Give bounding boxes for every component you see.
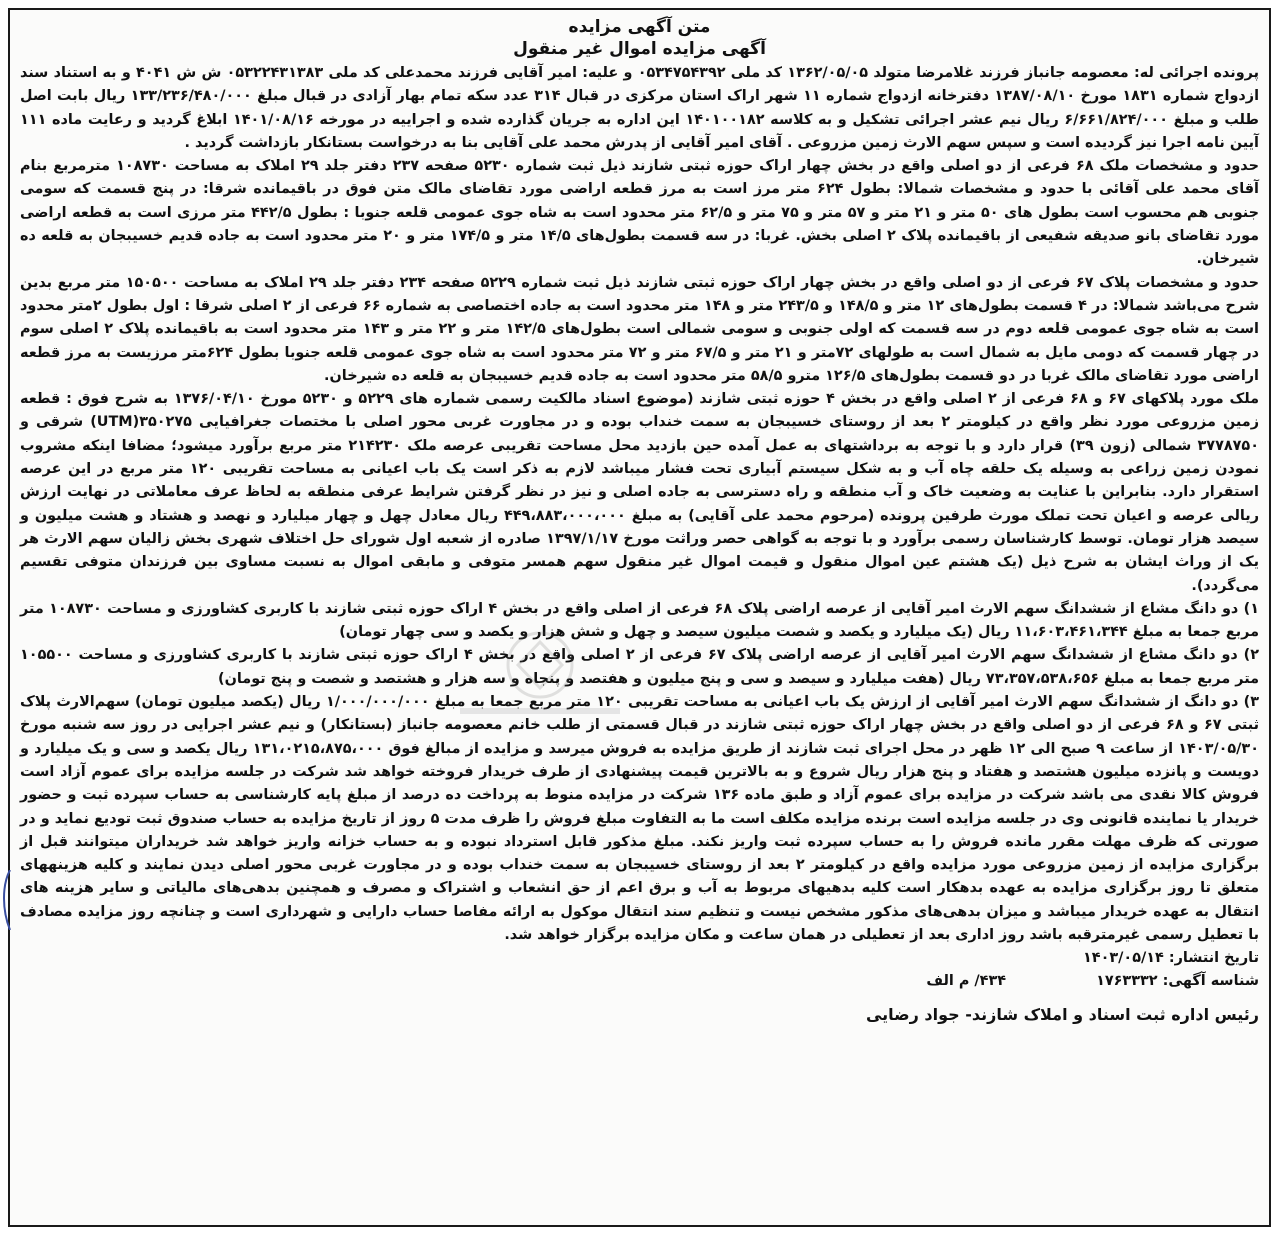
case-paragraph: پرونده اجرائی له: معصومه جانباز فرزند غلامرضا متولد ۱۳۶۲/۰۵/۰۵ کد ملی ۰۵۳۴۷۵۴۳۹۲ و علیه: امیر آقایی فرزند محمدعلی کد ملی ۰۵۳۲۲۴۳۱۳۸۳ ش ش ۴۰۴۱ و به استناد سند ازدواج شماره ۱۸۳۱ مورخ ۱۳۸۷/۰۸/۱۰ دفترخانه ازدواج شماره ۱۱ شهر اراک استان مرکزی در قبال ۳۱۴ عدد سکه تمام بهار آزادی در قبال مبلغ ۱۳۳/۲۳۶/۴۸۰/۰۰۰ ریال بابت اصل طلب و مبلغ ۶/۶۶۱/۸۲۴/۰۰۰ ریال نیم عشر اجرائی تشکیل و به کلاسه ۱۴۰۱۰۰۱۸۲ این اداره به جریان گذارده شده و اجراییه در مورخه ۱۴۰۱/۰۸/۱۶ ابلاغ گردید و رعایت ماده ۱۱۱ آیین نامه اجرا نیز گردیده است و سپس سهم الارث زمین مزروعی . آقای امیر آقایی از پدرش محمد علی آقایی بنا به درخواست بستانکار بازداشت گردید .	[20, 65, 1260, 151]
notice-title: متن آگهی مزایده	[568, 17, 711, 37]
share-item-2: ۲) دو دانگ مشاع از ششدانگ سهم الارث امیر آقایی از عرصه اراضی پلاک ۶۷ فرعی از ۲ اصلی واقع در بخش ۴ اراک حوزه ثبتی شازند با کاربری کشاورزی و مساحت ۱۰۵۵۰۰ متر مربع جمعا به مبلغ ۷۳،۳۵۷،۵۳۸،۶۵۶ ریال (هفت میلیارد و سیصد و سی و پنج میلیون و هفتصد و پنجاه و سه هزار و هشتصد و شصت و پنج تومان)	[20, 647, 1259, 687]
notice-subtitle: آگهی مزایده اموال غیر منقول	[513, 39, 766, 59]
notice-content	[10, 10, 1269, 1225]
signature: رئیس اداره ثبت اسناد و املاک شازند- جواد رضایی	[865, 1005, 1259, 1025]
notice-ref: ۴۳۴/ م الف	[926, 973, 1007, 990]
publish-date-row	[20, 947, 1259, 970]
property-description: ملک مورد پلاکهای ۶۷ و ۶۸ فرعی از ۲ اصلی واقع در بخش ۴ حوزه ثبتی شازند (موضوع اسناد مالکیت رسمی شماره های ۵۲۲۹ و ۵۲۳۰ مورخ ۱۳۷۶/۰۴/۱۰ به شرح فوق : قطعه زمین مزروعی مورد نظر واقع در کیلومتر ۲ بعد از روستای خسیبجان به سمت خنداب بوده و در مجاورت غربی محور اصلی با مختصات جغرافیایی ۳۵۰۲۷۵(UTM) شرقی و ۳۷۷۸۷۵۰ شمالی (زون ۳۹) قرار دارد و با توجه به برداشتهای به عمل آمده حین بازدید محل مساحت تقریبی عرصه ملک ۲۱۴۲۳۰ متر مربع برآورد میشود؛ مضافا اینکه مشروب نمودن زمین زراعی به وسیله یک حلقه چاه آب و به شکل سیستم آبیاری تحت فشار میباشد لازم به ذکر است یک باب اعیانی به مساحت تقریبی ۱۲۰ متر مربع در این عرصه استقرار دارد. بنابراین با عنایت به وضعیت خاک و آب منطقه و راه دسترسی به جاده اصلی و نیز در نظر گرفتن شرایط عرفی منطقه به لحاظ عرف معاملاتی در نهایت ارزش ریالی عرصه و اعیان تحت تملک مورث طرفین پرونده (مرحوم محمد علی آقایی) به مبلغ ۴۴۹،۸۸۳،۰۰۰،۰۰۰ ریال معادل چهل و چهار میلیارد و نهصد و هشتاد و هشت میلیون و سیصد هزار تومان. توسط کارشناسان رسمی برآورد و با توجه به گواهی حصر وراثت مورخ ۱۳۹۷/۱/۱۷ صادره از شعبه اول شورای حل اختلاف شهری بخش زالیان سهم الارث هر یک از وراث ایشان به شرح ذیل (یک هشتم عین اموال منقول و قیمت اموال غیر منقول سهم همسر متوفی و مابقی اموال به نسبت مساوی بین فرزندان متوفی تقسیم می‌گردد).	[20, 391, 1260, 594]
notice-id-value: ۱۷۶۳۳۳۲	[1096, 973, 1158, 990]
notice-frame	[8, 8, 1271, 1227]
publish-date-value: ۱۴۰۳/۰۵/۱۴	[1083, 950, 1164, 967]
share-item-3: ۳) دو دانگ از ششدانگ سهم الارث امیر آقایی از ارزش یک باب اعیانی به مساحت تقریبی ۱۲۰ متر مربع جمعا به مبلغ ۱/۰۰۰/۰۰۰/۰۰۰ ریال (یکصد میلیون تومان) سهم‌الارث پلاک ثبتی ۶۷ و ۶۸ فرعی از دو اصلی واقع در بخش چهار اراک حوزه ثبتی شازند در قبال قسمتی از طلب خانم معصومه جانباز (بستانکار) و نیم عشر اجرایی در روز سه شنبه مورخ ۱۴۰۳/۰۵/۳۰ از ساعت ۹ صبح الی ۱۲ ظهر در محل اجرای ثبت شازند از طریق مزایده به فروش میرسد و مزایده از مبالغ فوق ۱۳۱،۰۲۱۵،۸۷۵،۰۰۰ ریال یکصد و سی و یک میلیارد و دویست و پانزده میلیون هشتصد و هفتاد و پنج هزار ریال شروع و به بالاترین قیمت پیشنهادی از طرف خریدار فروخته خواهد شد شرکت در جلسه مزایده برای عموم آزاد است فروش کالا نقدی می باشد شرکت در مزایده برای عموم آزاد و طبق ماده ۱۳۶ شرکت در مزایده منوط به پرداخت ده درصد از مبلغ پایه کارشناسی به حساب سپرده ثبت و حضور خریدار یا نماینده قانونی وی در جلسه مزایده است برنده مزایده مکلف است ما به التفاوت مبلغ فروش را ظرف مدت ۵ روز از تاریخ مزایده به حساب صندوق ثبت تودیع نماید و در صورتی که ظرف مهلت مقرر مانده فروش را به حساب سپرده ثبت واریز نکند. مبلغ مذکور قابل استرداد نبوده و به حساب خزانه واریز خواهد شد خریداران میتوانند قبل از برگزاری مزایده از زمین مزروعی مورد مزایده واقع در کیلومتر ۲ بعد از روستای خسیبجان به سمت خنداب بوده و در مجاورت غربی محور اصلی دیدن نمایند و کلیه هزینههای متعلق تا روز برگزاری مزایده به عهده بدهکار است کلیه بدهیهای مربوط به آب و برق اعم از حق انشعاب و اشتراک و مصرف و همچنین بدهی‌های مالیاتی و سایر هزینه های انتقال به عهده خریدار میباشد و میزان بدهی‌های مذکور مشخص نیست و تنظیم سند انتقال موکول به ارائه مفاصا حساب دارایی و شهرداری است و چنانچه روز مزایده مصادف با تعطیل رسمی غیرمترقبه باشد روز اداری بعد از تعطیلی در همان ساعت و مکان مزایده برگزار خواهد شد.	[20, 694, 1260, 943]
plot-67-boundaries: حدود و مشخصات پلاک ۶۷ فرعی از دو اصلی واقع در بخش چهار اراک حوزه ثبتی شازند ذیل ثبت شماره ۵۲۲۹ صفحه ۲۳۴ دفتر جلد ۲۹ املاک به مساحت ۱۵۰۵۰۰ متر مربع بدین شرح می‌باشد شمالا: در ۴ قسمت بطول‌های ۱۲ متر و ۱۴۸/۵ و ۲۴۳/۵ متر و ۱۴۸ متر محدود است به جاده اختصاصی به شماره ۶۶ فرعی از ۲ اصلی شرقا : اول بطول ۲متر محدود است به شاه جوی عمومی قلعه دوم در سه قسمت که اولی جنوبی و سومی شمالی است بطول‌های ۱۴۲/۵ متر و ۲۲ متر و ۱۴۳ متر محدود است به باقیمانده پلاک ۲ اصلی سوم در چهار قسمت که دومی مایل به شمال است به طولهای ۷۲متر و ۲۱ متر و ۶۷/۵ متر و ۷۲ متر محدود است به شاه جوی عمومی قلعه جنوبا بطول ۶۲۴متر مرزیست به مرز قطعه اراضی مورد تقاضای مالک غربا در دو قسمت بطول‌های ۱۲۶/۵ مترو ۵۸/۵ متر محدود است به جاده قدیم خسیبجان به قلعه ده شیرخان.	[20, 274, 1260, 384]
plot-68-boundaries: حدود و مشخصات ملک ۶۸ فرعی از دو اصلی واقع در بخش چهار اراک حوزه ثبتی شازند ذیل ثبت شماره ۵۲۳۰ صفحه ۲۳۷ دفتر جلد ۲۹ املاک به مساحت ۱۰۸۷۳۰ مترمربع بنام آقای محمد علی آقائی با حدود و مشخصات شمالا: بطول ۶۲۴ متر مرز است به مرز قطعه اراضی مورد تقاضای مالک متن فوق در باقیمانده شرقا: در پنج قسمت که سومی جنوبی هم محسوب است بطول های ۵۰ متر و ۲۱ متر و ۵۷ متر و ۷۵ متر و ۶۲/۵ متر محدود است به شاه جوی عمومی قلعه جنوبا : بطول ۴۴۲/۵ متر مرزی است به قطعه اراضی مورد تقاضای بانو صدیقه شفیعی از باقیمانده پلاک ۲ اصلی بخش. غربا: در سه قسمت بطول‌های ۱۴/۵ متر و ۱۷۴/۵ متر و ۲۰ متر محدود است به جاده قدیم خسیبجان به قلعه ده شیرخان.	[20, 158, 1259, 268]
share-item-1: ۱) دو دانگ مشاع از ششدانگ سهم الارث امیر آقایی از عرصه اراضی پلاک ۶۸ فرعی از اصلی واقع در بخش ۴ اراک حوزه ثبتی شازند با کاربری کشاورزی و مساحت ۱۰۸۷۳۰ متر مربع جمعا به مبلغ ۱۱،۶۰۳،۴۶۱،۳۴۴ ریال (یک میلیارد و یکصد و شصت میلیون سیصد و چهل و شش هزار و یکصد و سی چهار تومان)	[20, 600, 1259, 641]
publish-date-label: تاریخ انتشار:	[1168, 950, 1259, 967]
notice-id-label: شناسه آگهی:	[1162, 973, 1259, 990]
notice-id-row	[20, 970, 1259, 993]
